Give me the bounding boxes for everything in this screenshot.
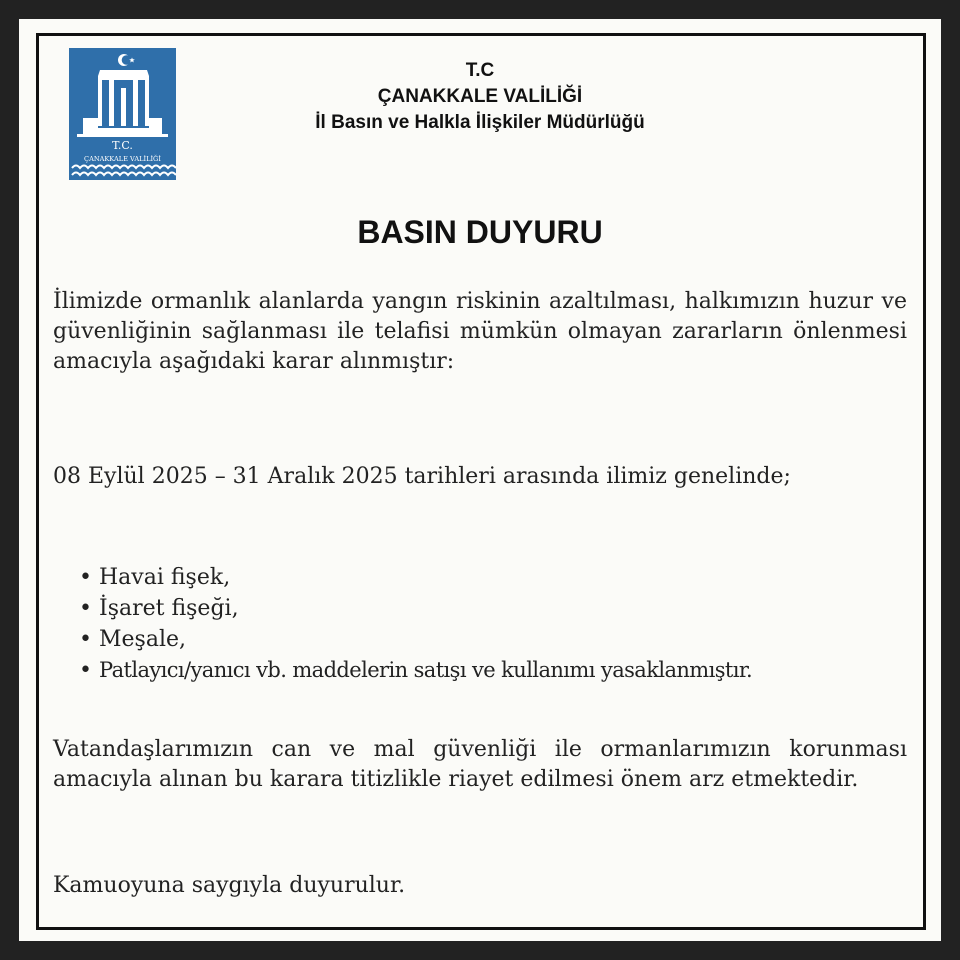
header-line-governorship: ÇANAKKALE VALİLİĞİ — [377, 86, 583, 107]
signoff-line: Kamuoyuna saygıyla duyurulur. — [53, 873, 406, 898]
bullet-icon: • — [79, 565, 92, 590]
list-item-text: Meşale, — [99, 627, 187, 652]
date-paragraph — [53, 462, 907, 492]
list-item-text: Havai fişek, — [99, 565, 231, 590]
bullet-icon: • — [79, 627, 92, 652]
header-line-directorate: İl Basın ve Halkla İlişkiler Müdürlüğü — [315, 112, 645, 133]
logo-caption-line1: T.C. — [112, 139, 133, 152]
closing-paragraph: Vatandaşlarımızın can ve mal güvenliği ile ormanlarımızın korunması amacıyla alınan bu karara titizlikle riayet edilmesi önem arz etmektedir. — [53, 737, 907, 792]
header-line-tc: T.C — [465, 60, 495, 81]
institution-header — [200, 58, 760, 136]
logo-graphic — [69, 48, 176, 180]
date-range: 08 Eylül 2025 – 31 Aralık 2025 — [53, 464, 398, 489]
intro-paragraph: İlimizde ormanlık alanlarda yangın riskinin azaltılması, halkımızın huzur ve güvenliğinin sağlanması ile telafisi mümkün olmayan zararların önlenmesi amacıyla aşağıdaki karar alınmıştır: — [53, 289, 907, 374]
bullet-icon: • — [79, 596, 92, 621]
list-item — [53, 624, 913, 655]
list-item — [53, 593, 913, 624]
list-item-text: Patlayıcı/yanıcı vb. maddelerin satışı ve kullanımı yasaklanmıştır. — [99, 658, 753, 682]
prohibited-items-list — [53, 562, 913, 686]
date-paragraph-rest: tarihleri arasında ilimiz genelinde; — [397, 464, 791, 489]
bullet-icon: • — [79, 658, 92, 683]
page-title: BASIN DUYURU — [357, 214, 603, 250]
list-item — [53, 562, 913, 593]
logo-caption-line2: ÇANAKKALE VALİLİĞİ — [84, 155, 161, 163]
list-item — [53, 655, 913, 686]
list-item-text: İşaret fişeği, — [99, 596, 239, 621]
canakkale-governorship-logo — [69, 48, 176, 180]
